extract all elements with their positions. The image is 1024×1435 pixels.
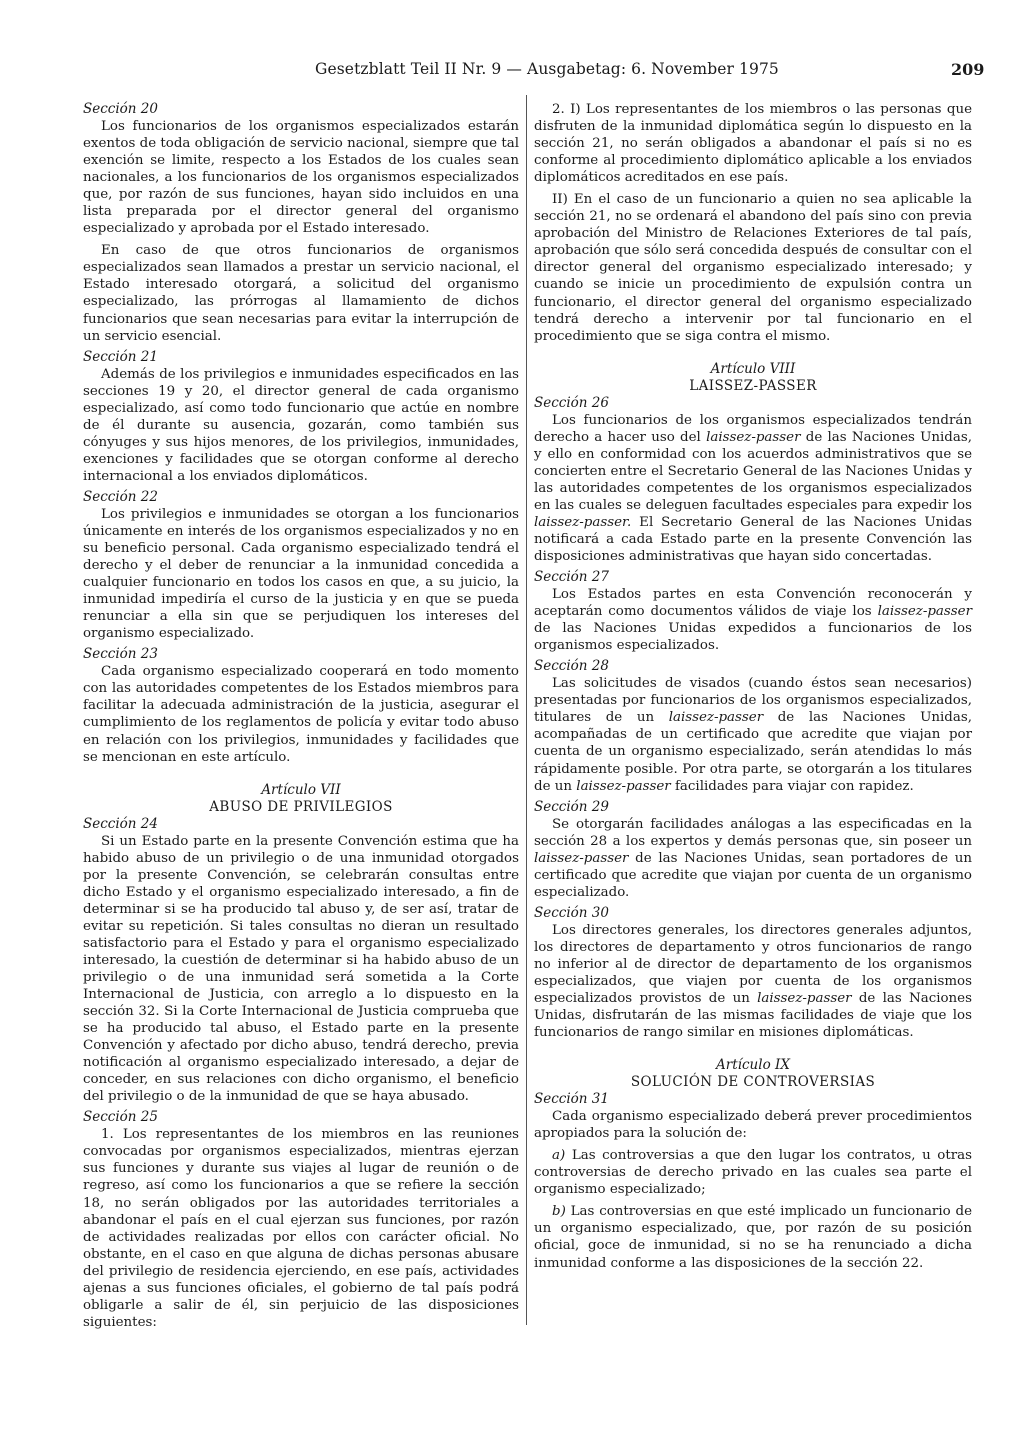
text-run: Las controversias a que den lugar los contratos, u otras controversias de derecho privado en las cuales sea parte el organismo especializado;	[534, 1148, 973, 1198]
section-24-paragraph: Si un Estado parte en la presente Convención estima que ha habido abuso de un privilegio o de una inmunidad otorgados por la presente Convención, se celebrarán consultas entre dicho Estado y el organismo especializado interesado, a fin de determinar si se ha producido tal abuso y, de ser así, tratar de evitar su repetición. Si tales consultas no dieran un resultado satisfactorio para el Estado y para el organismo especializado interesado, la cuestión de determinar si ha habido abuso de un privilegio o de una inmunidad será sometida a la Corte Internacional de Justicia, con arreglo a lo dispuesto en la sección 32. Si la Corte Internacional de Justicia comprueba que se ha producido tal abuso, el Estado parte en la presente Convención y afectado por dicho abuso, tendrá derecho, previa notificación al organismo especializado interesado, a dejar de conceder, en sus relaciones con dicho organismo, el beneficio del privilegio o de la inmunidad de que se haya abusado.	[83, 833, 519, 1105]
section-27-title: Sección 27	[534, 569, 609, 586]
section-20-paragraph-1: Los funcionarios de los organismos especializados estarán exentos de toda obligación de servicio nacional, siempre que tal exención se limite, respecto a los Estados de los cuales sean nacionales, a los funcionarios de los organismos especializados que, por razón de sus funciones, hayan sido incluidos en una lista preparada por el director general del organismo especializado y aprobada por el Estado interesado.	[83, 119, 519, 237]
text-run: de las Naciones Unidas, acompañadas de un certificado que acredite que viajan por cuenta de un organismo especializado, serán atendidas lo más rápidamente posible. Por otra parte, se otorgarán a los titulares de un	[534, 710, 972, 794]
section-22-paragraph: Los privilegios e inmunidades se otorgan a los funcionarios únicamente en interés de los organismos especializados y no en su beneficio personal. Cada organismo especializado tendrá el derecho y el deber de renunciar a la inmunidad concedida a cualquier funcionario en todos los casos en que, a su juicio, la inmunidad impediría el curso de la justicia y en que se pueda renunciar a ella sin que se perjudiquen los intereses del organismo especializado.	[83, 506, 519, 642]
section-31-title: Sección 31	[534, 1091, 609, 1108]
article-7-label: Artículo VII	[261, 781, 341, 798]
section-28-title: Sección 28	[534, 658, 609, 675]
section-25-paragraph-1: 1. Los representantes de los miembros en las reuniones convocadas por organismos especializados, mientras ejerzan sus funciones y durante sus viajes al lugar de reunión o de regreso, así como los funcionarios a que se refiere la sección 18, no serán obligados por las autoridades territoriales a abandonar el país en el cual ejerzan sus funciones, por razón de actividades realizadas por ellos con carácter oficial. No obstante, en el caso en que alguna de dichas personas abusare del privilegio de residencia ejerciendo, en ese país, actividades ajenas a sus funciones oficiales, el gobierno de tal país podrá obligarle a salir de él, sin perjuicio de las disposiciones siguientes:	[83, 1127, 519, 1330]
section-25-paragraph-2: 2. I) Los representantes de los miembros o las personas que disfruten de la inmunidad diplomática según lo dispuesto en la sección 21, no serán obligados a abandonar el país si no es conforme al procedimiento diplomático aplicable a los enviados diplomáticos acreditados en ese país.	[534, 102, 972, 186]
item-label: b)	[552, 1204, 566, 1220]
laissez-passer-term: laissez-passer.	[534, 514, 632, 530]
section-31-item-b	[534, 1203, 972, 1271]
section-31-paragraph: Cada organismo especializado deberá prever procedimientos apropiados para la solución de:	[534, 1109, 972, 1142]
section-30-paragraph	[534, 922, 972, 1041]
laissez-passer-term: laissez-passer	[757, 991, 852, 1007]
text-run: de las Naciones Unidas expedidos a funcionarios de los organismos especializados.	[534, 621, 972, 654]
column-divider	[526, 95, 527, 1325]
section-23-paragraph: Cada organismo especializado cooperará en todo momento con las autoridades competentes de los Estados miembros para facilitar la adecuada administración de la justicia, asegurar el cumplimiento de los reglamentos de policía y evitar todo abuso en relación con los privilegios, inmunidades y facilidades que se mencionan en este artículo.	[83, 664, 519, 765]
text-run: Los funcionarios de los organismos especializados tendrán derecho a hacer uso del	[534, 412, 972, 445]
section-29-paragraph	[534, 816, 972, 901]
article-8-label: Artículo VIII	[710, 360, 796, 377]
text-run: de las Naciones Unidas, disfrutarán de las mismas facilidades de viaje que los funcionarios de rango similar en misiones diplomáticas.	[534, 991, 972, 1041]
text-run: de las Naciones Unidas, sean portadores de un certificado que acredite que viajan por cuenta de un organismo especializado.	[534, 850, 972, 900]
page-number: 209	[951, 60, 985, 79]
section-25-title: Sección 25	[83, 1109, 158, 1126]
section-27-paragraph	[534, 586, 972, 654]
section-20-title: Sección 20	[83, 101, 158, 117]
section-21-title: Sección 21	[83, 348, 158, 365]
laissez-passer-term: laissez-passer	[706, 429, 801, 445]
article-9-title: SOLUCIÓN DE CONTROVERSIAS	[630, 1074, 876, 1091]
section-24-title: Sección 24	[83, 815, 158, 832]
section-30-title: Sección 30	[534, 904, 609, 921]
text-run: de las Naciones Unidas, y ello en conformidad con los acuerdos administrativos que se concierten entre el Secretario General de las Naciones Unidas y las autoridades competentes de los organismos especializados en las cuales se deleguen facultades especiales para expedir los	[534, 429, 972, 513]
section-28-paragraph	[534, 675, 972, 794]
text-run: Se otorgarán facilidades análogas a las especificadas en la sección 28 a los expertos y demás personas que, sin poseer un	[534, 816, 972, 849]
left-column	[83, 101, 519, 1331]
section-20-paragraph-2: En caso de que otros funcionarios de organismos especializados sean llamados a prestar un servicio nacional, el Estado interesado otorgará, a solicitud del organismo especializado, las prórrogas al llamamiento de dichos funcionarios que sean necesarias para evitar la interrupción de un servicio esencial.	[83, 243, 519, 344]
text-run: Las solicitudes de visados (cuando éstos sean necesarios) presentadas por funcionarios de los organismos especializados, titulares de un	[534, 676, 972, 726]
laissez-passer-term: laissez-passer	[576, 778, 671, 794]
section-26-title: Sección 26	[534, 394, 609, 411]
section-23-title: Sección 23	[83, 646, 158, 663]
section-25-paragraph-3: II) En el caso de un funcionario a quien no sea aplicable la sección 21, no se ordenará el abandono del país sino con previa aprobación del Ministro de Relaciones Exteriores de tal país, aprobación que sólo será concedida después de consultar con el director general del organismo especializado interesado; y cuando se inicie un procedimiento de expulsión contra un funcionario, el director general del organismo especializado tendrá derecho a intervenir por tal funcionario en el procedimiento que se siga contra el mismo.	[534, 192, 972, 344]
section-29-title: Sección 29	[534, 798, 609, 815]
header-title: Gesetzblatt Teil II Nr. 9 — Ausgabetag: 6. November 1975	[315, 60, 779, 78]
right-column	[534, 101, 972, 1272]
laissez-passer-term: laissez-passer	[877, 604, 972, 620]
text-run: Los Estados partes en esta Convención reconocerán y aceptarán como documentos válidos de viaje los	[534, 587, 972, 620]
laissez-passer-term: laissez-passer	[668, 710, 764, 726]
article-9-label: Artículo IX	[716, 1057, 790, 1074]
article-7-title: ABUSO DE PRIVILEGIOS	[209, 798, 393, 815]
laissez-passer-term: laissez-passer	[534, 850, 629, 866]
article-8-title: LAISSEZ-PASSER	[689, 377, 817, 394]
item-label: a)	[552, 1148, 566, 1164]
section-26-paragraph	[534, 412, 972, 565]
section-31-item-a	[534, 1147, 972, 1198]
section-21-paragraph: Además de los privilegios e inmunidades especificados en las secciones 19 y 20, el director general de cada organismo especializado, así como todo funcionario que actúe en nombre de él durante su ausencia, gozarán, como también sus cónyuges y sus hijos menores, de los privilegios, inmunidades, exenciones y facilidades que se otorgan conforme al derecho internacional a los enviados diplomáticos.	[83, 366, 519, 484]
page-header	[0, 60, 1024, 86]
section-22-title: Sección 22	[83, 488, 158, 505]
text-run: Las controversias en que esté implicado un funcionario de un organismo especializado, que, por razón de su posición oficial, goce de inmunidad, si no se ha renunciado a dicha inmunidad conforme a las disposiciones de la sección 22.	[534, 1204, 972, 1271]
text-run: El Secretario General de las Naciones Unidas notificará a cada Estado parte en la presente Convención las disposiciones administrativas que hayan sido concertadas.	[534, 514, 972, 565]
text-run: Los directores generales, los directores generales adjuntos, los directores de departamento y otros funcionarios de rango no inferior al de director de departamento de los organismos especializados, que viajen por cuenta de los organismos especializados provistos de un	[534, 922, 972, 1007]
text-run: facilidades para viajar con rapidez.	[674, 778, 914, 794]
